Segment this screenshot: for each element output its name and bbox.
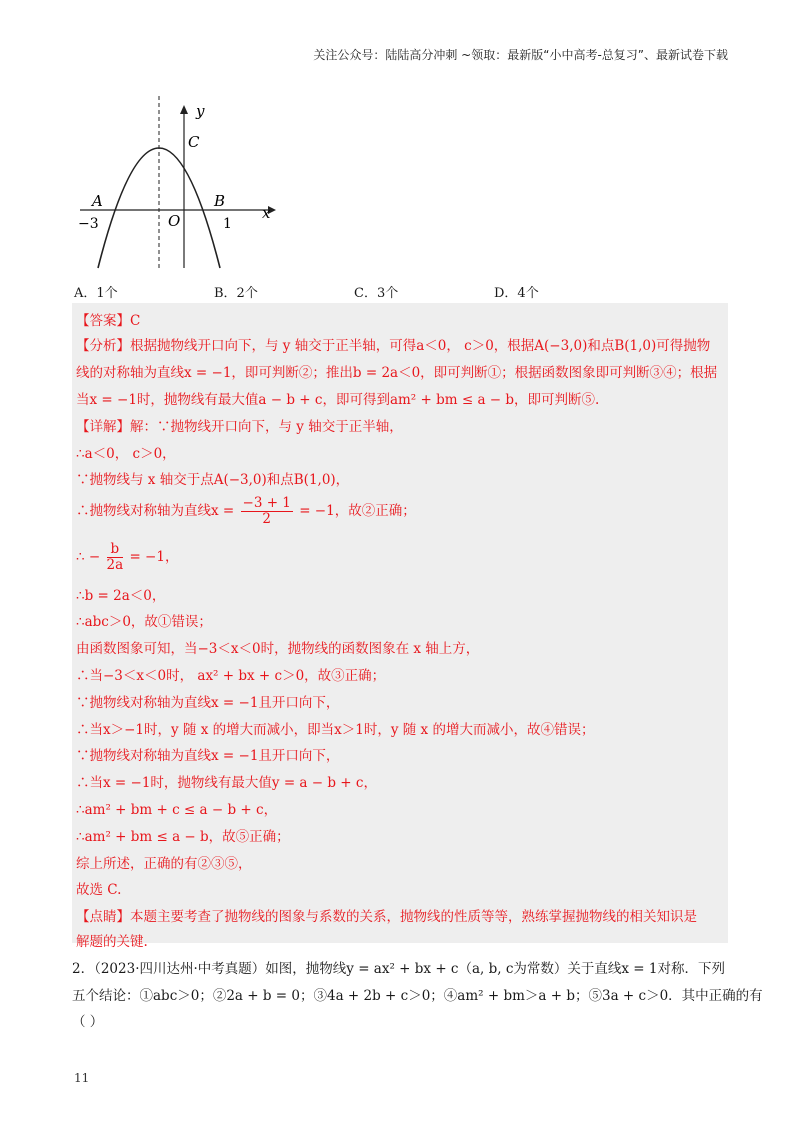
step-line: ∴b = 2a＜0，: [76, 588, 166, 604]
y-label: y: [196, 102, 205, 120]
step-line: ∴am² + bm ≤ a − b，故⑤正确；: [76, 829, 290, 845]
derivation-fraction: $\frac{b}{2a}$: [106, 541, 124, 573]
step-line: ∴当x＞−1时，y 随 x 的增大而减小，即当x＞1时，y 随 x 的增大而减小，故④错误；: [76, 722, 595, 738]
remark-line-2: 解题的关键.: [76, 934, 148, 950]
option-b[interactable]: B．2个: [214, 286, 258, 301]
analysis-line-2: 线的对称轴为直线x = −1，即可判断②；推出b = 2a＜0，即可判断①；根据函数图象即可判断③④；根据: [76, 365, 718, 381]
step-line: ∵抛物线对称轴为直线x = −1且开口向下，: [76, 695, 340, 711]
tick-neg3: −3: [78, 216, 99, 232]
answer-line: 【答案】C: [76, 313, 141, 329]
analysis-line-1: 【分析】根据抛物线开口向下，与 y 轴交于正半轴，可得a＜0， c＞0，根据A(−3,0)和点B(1,0)可得抛物: [76, 338, 711, 354]
axis-equation-line: ∴抛物线对称轴为直线x = $\frac{-3 + 1}{2}$ = −1，故②正确；: [76, 495, 416, 527]
derivation-line: ∴ − $\frac{b}{2a}$ = −1，: [76, 541, 179, 573]
point-a-label: A: [92, 192, 103, 210]
step-line: ∴当x = −1时，抛物线有最大值y = a − b + c，: [76, 775, 377, 791]
detail-line-2: ∴a＜0， c＞0，: [76, 446, 176, 462]
option-c[interactable]: C．3个: [354, 286, 399, 301]
analysis-line-3: 当x = −1时，抛物线有最大值a − b + c，即可得到am² + bm ≤ a − b，即可判断⑤.: [76, 392, 600, 408]
detail-line-1: 【详解】解：∵抛物线开口向下，与 y 轴交于正半轴，: [76, 419, 403, 435]
detail-line-3: ∵抛物线与 x 轴交于点A(−3,0)和点B(1,0)，: [76, 472, 350, 488]
remark-line-1: 【点睛】本题主要考查了抛物线的图象与系数的关系，抛物线的性质等等，熟练掌握抛物线的相关知识是: [76, 909, 697, 925]
question-line-3: （ ）: [72, 1014, 104, 1030]
axis-fraction: $\frac{-3 + 1}{2}$: [242, 495, 291, 527]
step-line: ∴abc＞0，故①错误；: [76, 614, 212, 630]
option-a[interactable]: A．1个: [74, 286, 118, 301]
parabola-graph: [72, 92, 292, 272]
x-label: x: [262, 204, 271, 222]
page-number: 11: [74, 1071, 90, 1085]
point-c-label: C: [188, 133, 200, 151]
step-line: ∵抛物线对称轴为直线x = −1且开口向下，: [76, 748, 340, 764]
question-line-2: 五个结论：①abc＞0；②2a + b = 0；③4a + 2b + c＞0；④am² + bm＞a + b；⑤3a + c＞0．其中正确的有: [72, 988, 763, 1004]
option-d[interactable]: D．4个: [494, 286, 539, 301]
tick-1: 1: [223, 216, 232, 232]
step-line: 由函数图象可知，当−3＜x＜0时，抛物线的函数图象在 x 轴上方，: [76, 641, 480, 657]
page-header: 关注公众号：陆陆高分冲刺 ~领取：最新版“小中高考-总复习”、最新试卷下载: [313, 48, 728, 62]
step-line: 综上所述，正确的有②③⑤，: [76, 856, 252, 872]
question-line-1: 2．（2023·四川达州·中考真题）如图，抛物线y = ax² + bx + c（a, b, c为常数）关于直线x = 1对称．下列: [72, 961, 725, 977]
y-axis-arrow: [180, 105, 188, 114]
origin-label: O: [168, 212, 181, 230]
point-b-label: B: [214, 192, 226, 210]
step-line: ∴am² + bm + c ≤ a − b + c，: [76, 802, 278, 818]
step-line: 故选 C.: [76, 882, 122, 898]
step-line: ∴当−3＜x＜0时， ax² + bx + c＞0，故③正确；: [76, 668, 386, 684]
